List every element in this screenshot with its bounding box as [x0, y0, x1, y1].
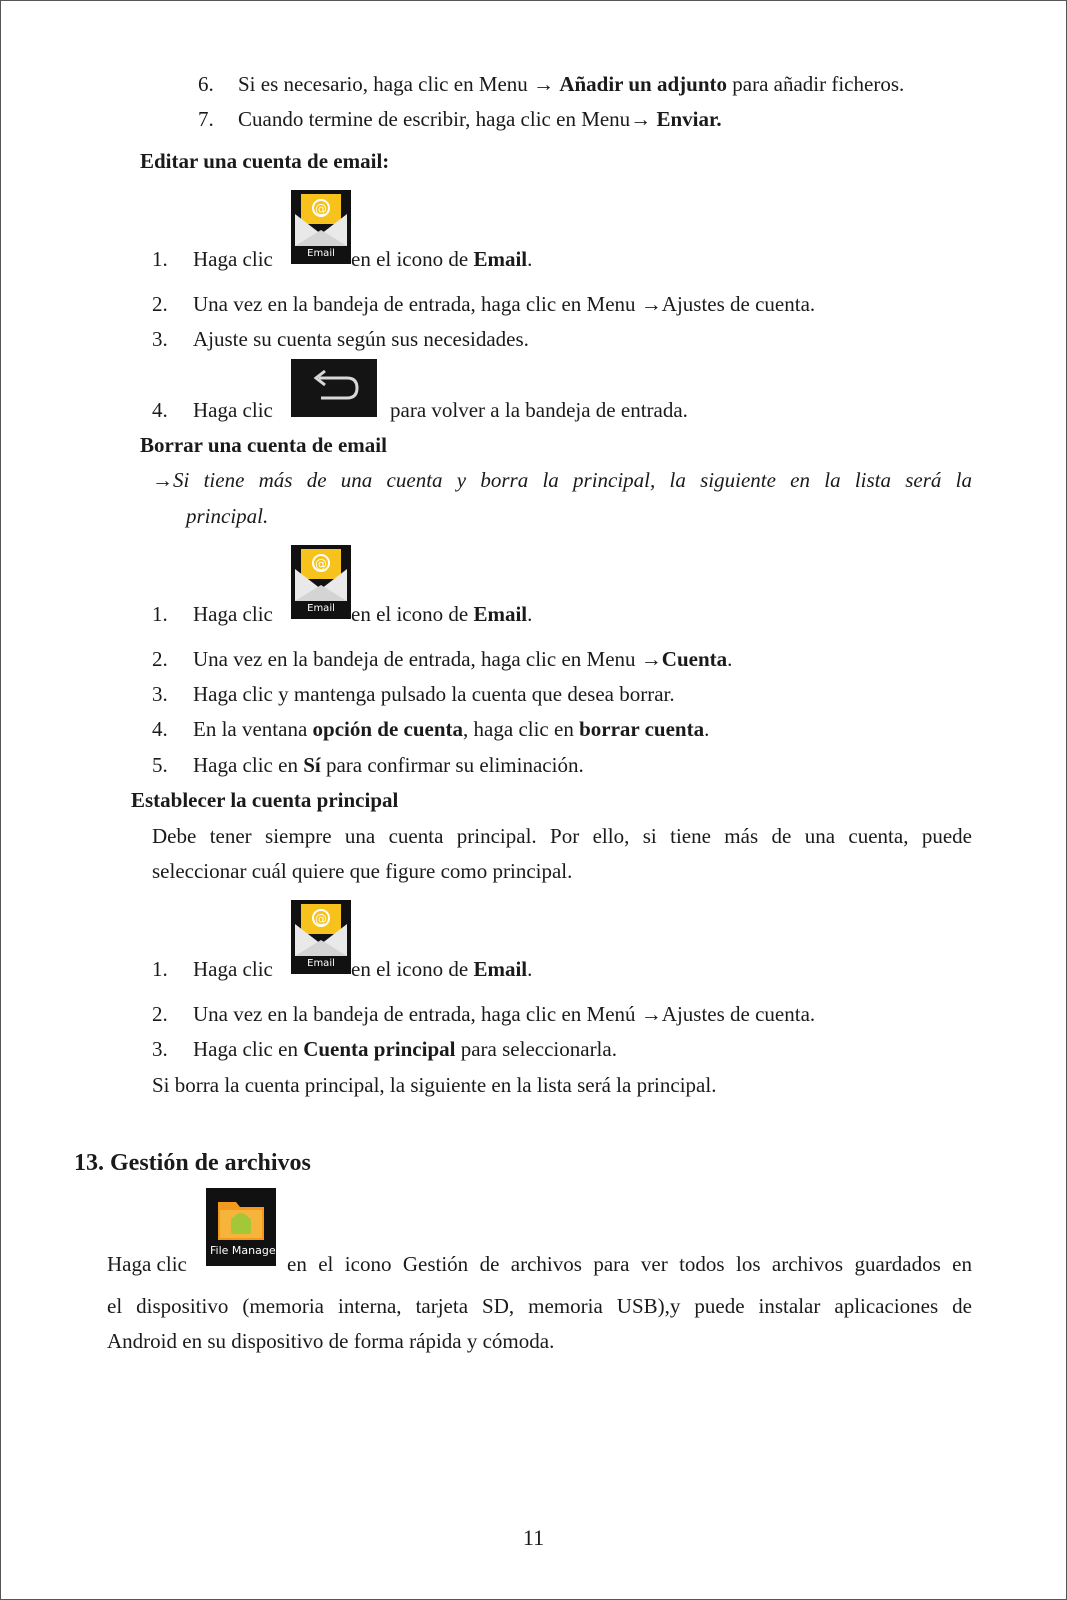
- step-number: 3.: [152, 682, 168, 706]
- step-text: en el icono de Email.: [351, 602, 533, 626]
- step-number: 3.: [152, 1037, 168, 1061]
- step-number: 7.: [198, 107, 214, 131]
- paragraph-text: el dispositivo (memoria interna, tarjeta SD, memoria USB),y puede instalar aplicaciones de: [107, 1294, 972, 1318]
- svg-text:@: @: [315, 557, 327, 571]
- email-icon-label: Email: [307, 603, 335, 614]
- step-text: Haga clic y mantenga pulsado la cuenta que desea borrar.: [193, 682, 675, 706]
- section-heading-file-management: 13. Gestión de archivos: [74, 1150, 311, 1176]
- email-icon-label: Email: [307, 958, 335, 969]
- step-text: Una vez en la bandeja de entrada, haga clic en Menu →Cuenta.: [193, 647, 733, 671]
- file-manager-icon-label: File Manage: [210, 1244, 276, 1257]
- section-heading-principal: Establecer la cuenta principal: [131, 788, 399, 812]
- step-text: Si es necesario, haga clic en Menu → Añadir un adjunto para añadir ficheros.: [238, 72, 905, 96]
- step-text: Haga clic: [193, 247, 273, 271]
- svg-text:@: @: [315, 912, 327, 926]
- email-app-icon: [291, 545, 351, 619]
- step-text: Ajuste su cuenta según sus necesidades.: [193, 327, 529, 351]
- step-text: Haga clic: [193, 398, 273, 422]
- page-number: 11: [522, 1525, 545, 1550]
- paragraph-text: Android en su dispositivo de forma rápida y cómoda.: [107, 1329, 555, 1353]
- paragraph-text: Haga clic: [107, 1252, 187, 1276]
- step-number: 4.: [152, 398, 168, 422]
- paragraph-text: seleccionar cuál quiere que figure como principal.: [152, 859, 573, 883]
- section-heading-delete: Borrar una cuenta de email: [140, 433, 387, 457]
- step-number: 2.: [152, 647, 168, 671]
- back-arrow-icon: [291, 359, 377, 417]
- svg-text:@: @: [315, 202, 327, 216]
- note-text: principal.: [186, 504, 269, 528]
- step-number: 1.: [152, 602, 168, 626]
- note-text: Si borra la cuenta principal, la siguiente en la lista será la principal.: [152, 1073, 717, 1097]
- note-text: →Si tiene más de una cuenta y borra la principal, la siguiente en la lista será la: [152, 468, 972, 492]
- step-text: en el icono de Email.: [351, 957, 533, 981]
- email-icon-label: Email: [307, 248, 335, 259]
- back-icon: [291, 359, 377, 417]
- step-text: en el icono de Email.: [351, 247, 533, 271]
- section-heading-edit: Editar una cuenta de email:: [140, 149, 390, 173]
- step-number: 1.: [152, 247, 168, 271]
- step-number: 2.: [152, 292, 168, 316]
- paragraph-text: Debe tener siempre una cuenta principal. Por ello, si tiene más de una cuenta, puede: [152, 824, 972, 848]
- step-text: Una vez en la bandeja de entrada, haga clic en Menú →Ajustes de cuenta.: [193, 1002, 816, 1026]
- step-number: 4.: [152, 717, 168, 741]
- step-text: Una vez en la bandeja de entrada, haga clic en Menu →Ajustes de cuenta.: [193, 292, 816, 316]
- step-text: Haga clic en Sí para confirmar su eliminación.: [193, 753, 584, 777]
- step-number: 6.: [198, 72, 214, 96]
- step-text: En la ventana opción de cuenta, haga clic en borrar cuenta.: [193, 717, 710, 741]
- email-app-icon: [291, 190, 351, 264]
- paragraph-text: en el icono Gestión de archivos para ver todos los archivos guardados en: [287, 1252, 972, 1276]
- file-manager-app-icon: [206, 1188, 276, 1266]
- email-app-icon: [291, 900, 351, 974]
- step-text: Haga clic en Cuenta principal para seleccionarla.: [193, 1037, 617, 1061]
- step-number: 5.: [152, 753, 168, 777]
- step-text: Cuando termine de escribir, haga clic en Menu→ Enviar.: [238, 107, 722, 131]
- step-number: 2.: [152, 1002, 168, 1026]
- step-text: Haga clic: [193, 957, 273, 981]
- step-text: para volver a la bandeja de entrada.: [390, 398, 688, 422]
- step-number: 3.: [152, 327, 168, 351]
- step-text: Haga clic: [193, 602, 273, 626]
- step-number: 1.: [152, 957, 168, 981]
